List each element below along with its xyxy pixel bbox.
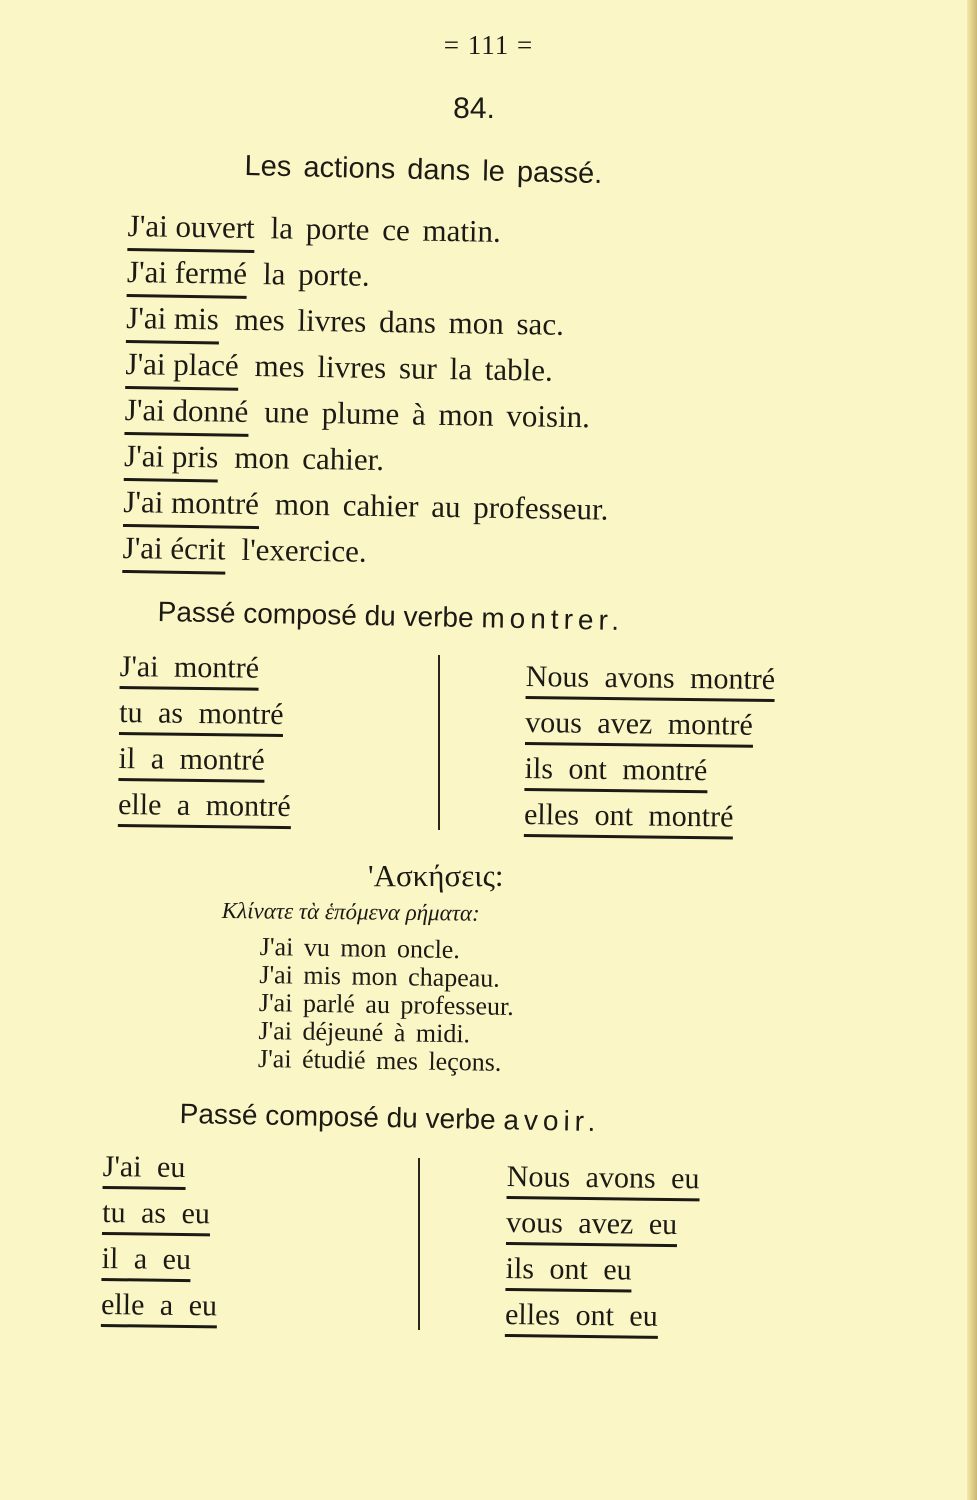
sentence-rest: la porte ce matin. xyxy=(270,210,502,249)
sentence xyxy=(124,438,385,485)
exercises-instruction: Κλίνατε τὰ ἑπόμενα ρήματα: xyxy=(221,898,480,926)
sentence-verb: J'ai placé xyxy=(125,346,239,391)
conjugation-form: Nous avons montré xyxy=(526,660,776,702)
sentence-verb: J'ai ouvert xyxy=(127,208,255,253)
section-title-prefix: Passé composé du verbe xyxy=(157,596,474,634)
conjugation-form: vous avez eu xyxy=(506,1206,677,1247)
sentence-rest: mon cahier au professeur. xyxy=(274,486,609,527)
sentence-rest: une plume à mon voisin. xyxy=(264,394,591,435)
sentence xyxy=(124,392,590,442)
exercise-item: J'ai vu mon oncle. xyxy=(259,932,461,965)
section-title-verb: montrer. xyxy=(481,602,625,636)
conjugation-form: vous avez montré xyxy=(525,706,753,748)
conjugation-form: ils ont eu xyxy=(505,1252,631,1293)
conjugation-form: elles ont eu xyxy=(505,1298,658,1339)
sentence-verb: J'ai écrit xyxy=(122,530,226,575)
conjugation-form: tu as eu xyxy=(102,1196,210,1236)
sentence-rest: mes livres dans mon sac. xyxy=(234,301,565,342)
conjugation-form: ils ont montré xyxy=(524,752,707,793)
exercise-item: J'ai mis mon chapeau. xyxy=(259,959,501,993)
conjugation-form: il a montré xyxy=(118,742,264,783)
sentence-verb: J'ai mis xyxy=(126,300,219,344)
exercise-item: J'ai parlé au professeur. xyxy=(258,987,515,1021)
exercise-item: J'ai étudié mes leçons. xyxy=(257,1043,502,1077)
page-number: = 111 = xyxy=(443,30,534,60)
sentence xyxy=(127,254,370,301)
conjugation-form: tu as montré xyxy=(119,696,284,737)
conjugation-form: J'ai eu xyxy=(103,1150,186,1190)
sentence-rest: mes livres sur la table. xyxy=(254,348,554,388)
conjugation-form: elle a eu xyxy=(101,1288,217,1328)
column-divider xyxy=(438,655,440,830)
sentence-rest: l'exercice. xyxy=(241,531,367,569)
section-title-verb: avoir. xyxy=(503,1104,601,1138)
sentence xyxy=(125,346,553,396)
lesson-title: Les actions dans le passé. xyxy=(244,150,603,191)
conjugation-form: elles ont montré xyxy=(524,798,734,840)
sentence-rest: mon cahier. xyxy=(234,439,385,478)
sentence-verb: J'ai donné xyxy=(124,392,248,437)
column-divider xyxy=(418,1158,420,1330)
section-title-prefix: Passé composé du verbe xyxy=(179,1098,496,1136)
conjugation-form: elle a montré xyxy=(118,788,291,829)
sentence xyxy=(127,208,501,257)
section-title-montrer xyxy=(157,596,624,637)
sentence-verb: J'ai fermé xyxy=(127,254,248,299)
conjugation-form: J'ai montré xyxy=(120,650,260,691)
page-edge xyxy=(967,0,977,1500)
sentence-verb: J'ai pris xyxy=(124,438,219,482)
sentence-rest: la porte. xyxy=(262,256,370,293)
sentence xyxy=(126,300,564,350)
conjugation-form: il a eu xyxy=(101,1242,191,1282)
section-title-avoir xyxy=(179,1098,600,1138)
sentence xyxy=(122,530,367,577)
exercise-item: J'ai déjeuné à midi. xyxy=(258,1015,471,1049)
exercises-title: 'Ασκήσεις: xyxy=(368,858,504,893)
sentence-verb: J'ai montré xyxy=(123,484,259,529)
conjugation-form: Nous avons eu xyxy=(507,1160,700,1201)
sentence xyxy=(123,484,609,535)
lesson-number: 84. xyxy=(453,92,495,125)
